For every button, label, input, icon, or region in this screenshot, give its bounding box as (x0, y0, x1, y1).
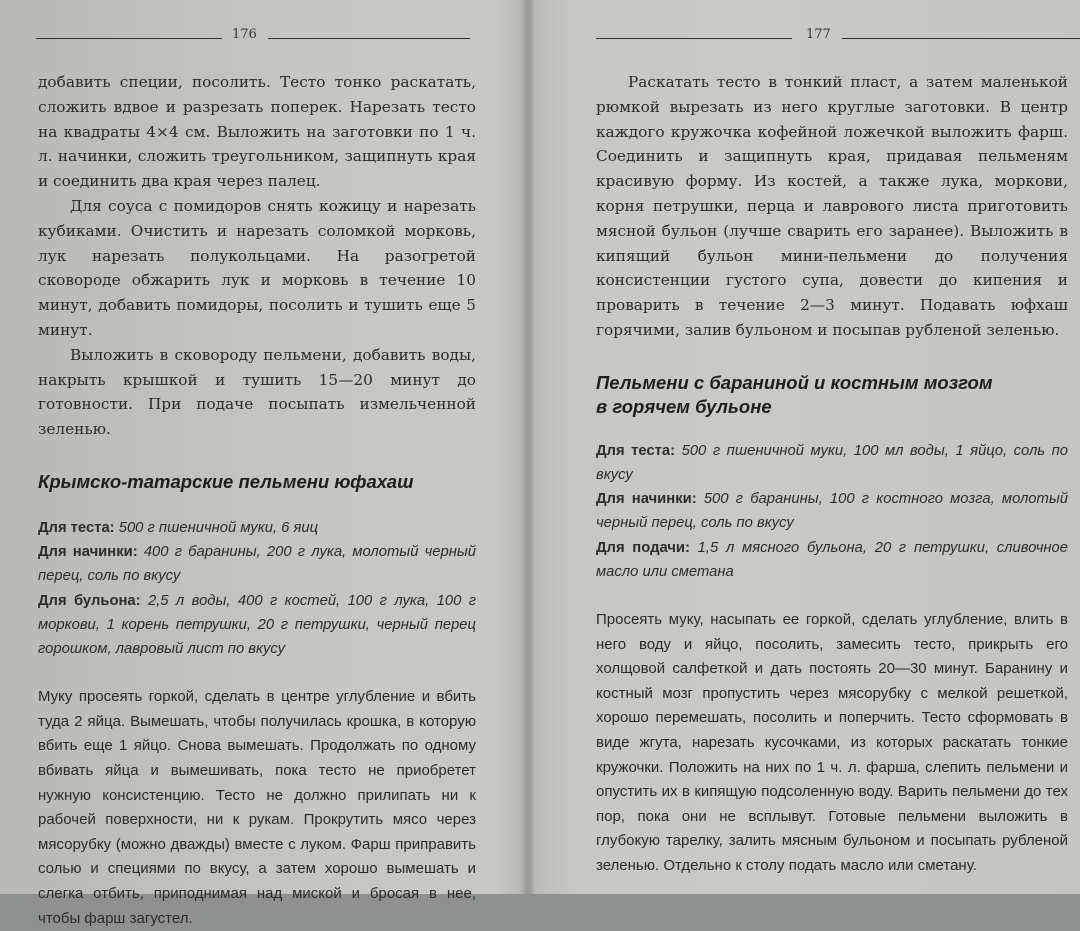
ingredient-label: Для теста: (596, 442, 676, 459)
left-page (0, 0, 520, 927)
ingredients-list (596, 439, 1068, 584)
left-page-column (38, 70, 476, 931)
ingredient-text: 500 г баранины, 100 г костного мозга, молотый черный перец, соль по вкусу (596, 491, 1068, 532)
recipe-title: в горячем бульоне (596, 395, 772, 417)
page-number: 176 (232, 27, 257, 42)
ingredient-label: Для теста: (38, 519, 115, 536)
left-page-header (36, 27, 470, 47)
body-paragraph: Раскатать тесто в тонкий пласт, а затем маленькой рюмкой вырезать из него круглые заготовки. В центр каждого кружочка кофейной ложечкой выложить фарш. Соединить и защипнуть края, придавая пельменям красивую форму. Из костей, а также лука, моркови, корня петрушки, перца и лаврового листа приготовить мясной бульон (лучше сварить его заранее). Выложить в кипящий бульон мини-пельмени до получения консистенции густого супа, довести до кипения и проварить в течение 2—3 минут. Подавать юфхаш горячими, залив бульоном и посыпав рубленой зеленью. (596, 73, 1068, 339)
ingredient-line (38, 540, 476, 588)
ingredient-text: 1,5 л мясного бульона, 20 г петрушки, сливочное масло или сметана (596, 539, 1068, 580)
method-paragraph: Просеять муку, насыпать ее горкой, сделать углубление, влить в него воду и яйцо, посолить, замесить тесто, прикрыть его холщовой салфеткой и дать постоять 20—30 минут. Баранину и костный мозг пропустить через мясорубку с мелкой решеткой, хорошо перемешать, посолить и поперчить. Тесто сформовать в виде жгута, нарезать кусочками, из которых раскатать тонкие кружочки. Положить на них по 1 ч. л. фарша, слепить пельмени и опустить их в кипящую подсоленную воду. Варить пельмени до тех пор, пока они не всплывут. Готовые пельмени выложить в глубокую тарелку, залить мясным бульоном и посыпать рубленой зеленью. Отдельно к столу подать масло или сметану. (596, 610, 1068, 874)
ingredient-label: Для начинки: (596, 491, 697, 508)
header-rule-left (36, 38, 222, 39)
recipe-title: Крымско-татарские пельмени юфахаш (38, 470, 414, 492)
ingredient-text: 400 г баранины, 200 г лука, молотый черный перец, соль по вкусу (38, 544, 476, 585)
ingredient-label: Для начинки: (38, 544, 138, 561)
ingredient-label: Для подачи: (596, 539, 690, 556)
recipe-title: Пельмени с бараниной и костным мозгом (596, 371, 993, 393)
page-number: 177 (806, 27, 831, 42)
recipe-title-block (596, 371, 1068, 419)
ingredient-line (38, 589, 476, 662)
right-page-header (596, 27, 1068, 47)
body-paragraph: Для соуса с помидоров снять кожицу и нарезать кубиками. Очистить и нарезать соломкой морковь, лук нарезать полукольцами. На разогретой сковороде обжарить лук и морковь в течение 10 минут, добавить помидоры, посолить и тушить еще 5 минут. (38, 196, 476, 339)
header-rule-right (268, 38, 470, 39)
ingredient-label: Для бульона: (38, 592, 141, 609)
ingredient-line (38, 516, 476, 540)
body-paragraph: добавить специи, посолить. Тесто тонко раскатать, сложить вдвое и разрезать поперек. Нарезать тесто на квадраты 4×4 см. Выложить на заготовки по 1 ч. л. начинки, сложить треугольником, защипнуть края и соединить два края через палец. (38, 73, 476, 191)
ingredient-line (596, 487, 1068, 535)
method-paragraph: Муку просеять горкой, сделать в центре углубление и вбить туда 2 яйца. Вымешать, чтобы получилась крошка, в которую вбить еще 1 яйцо. Снова вымешать. Продолжать по одному вбивать яйца и вымешивать, пока тесто не приобретет нужную консистенцию. Тесто не должно прилипать ни к рабочей поверхности, ни к рукам. Прокрутить мясо через мясорубку (можно дважды) вместе с луком. Фарш приправить солью и специями по вкусу, а затем хорошо вымешать и слегка отбить, приподнимая над миской и бросая в нее, чтобы фарш загустел. (38, 688, 476, 927)
header-rule-right (842, 38, 1080, 39)
right-page-column (596, 70, 1068, 879)
ingredient-text: 500 г пшеничной муки, 6 яиц (114, 519, 319, 536)
header-rule-left (596, 38, 792, 39)
right-page (534, 0, 1080, 894)
ingredient-text: 500 г пшеничной муки, 100 мл воды, 1 яйцо, соль по вкусу (596, 442, 1068, 483)
ingredient-line (596, 536, 1068, 584)
body-paragraph: Выложить в сковороду пельмени, добавить воды, накрыть крышкой и тушить 15—20 минут до готовности. При подаче посыпать измельченной зеленью. (38, 345, 476, 439)
book-gutter (520, 0, 534, 894)
ingredient-line (596, 439, 1068, 487)
ingredients-list (38, 516, 476, 661)
ingredient-text: 2,5 л воды, 400 г костей, 100 г лука, 100 г моркови, 1 корень петрушки, 20 г петрушки, черный перец горошком, лавровый лист по вкусу (38, 592, 476, 657)
